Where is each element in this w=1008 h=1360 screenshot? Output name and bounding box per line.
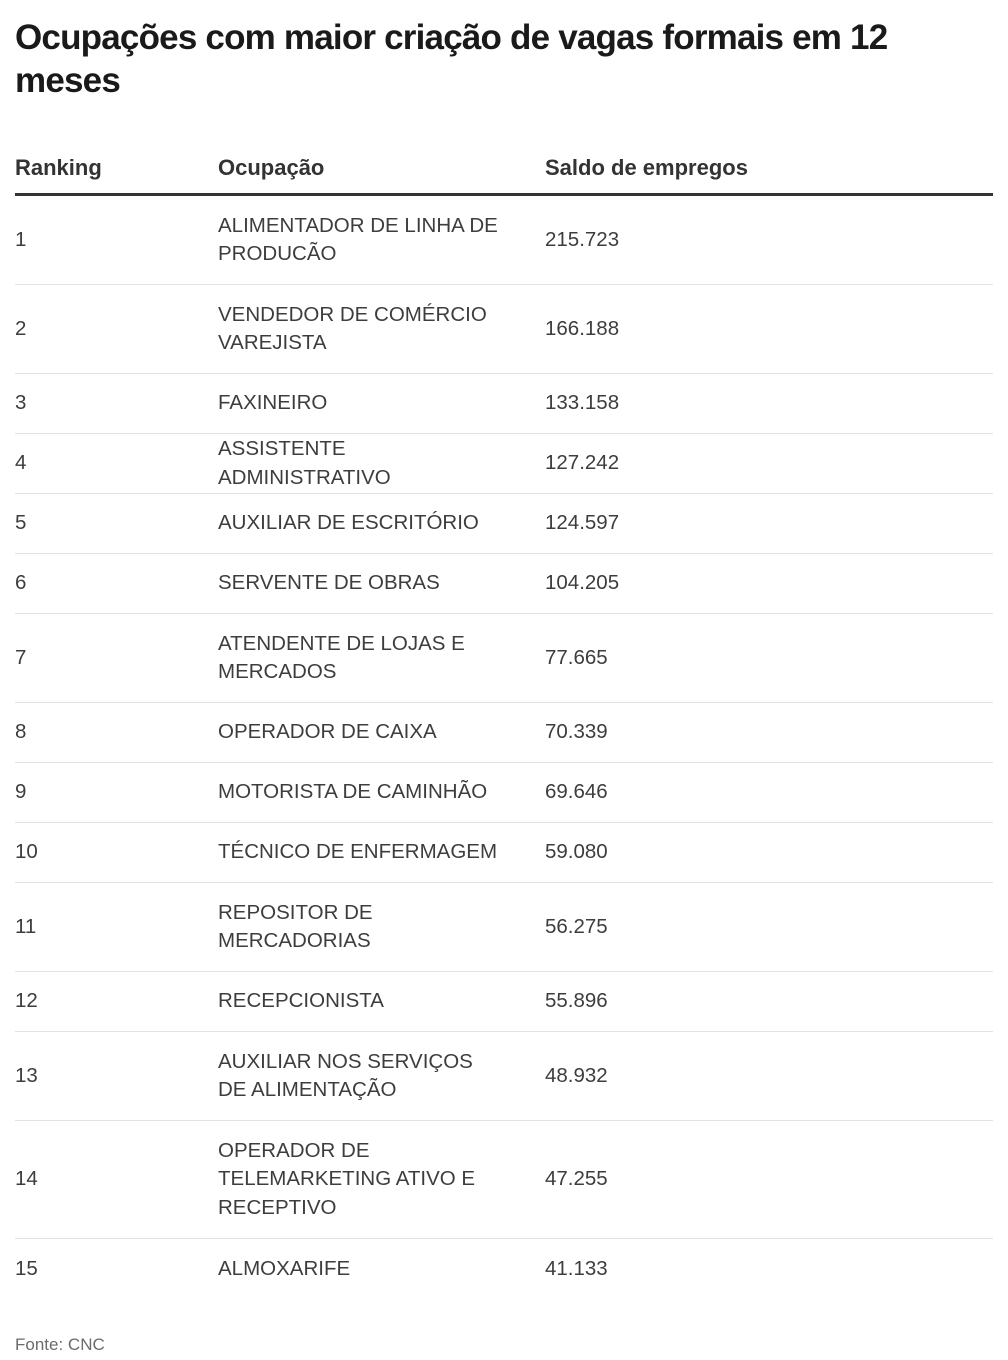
occupation-cell: VENDEDOR DE COMÉRCIO VAREJISTA	[218, 302, 487, 354]
value-cell: 55.896	[545, 989, 608, 1013]
rank-cell: 9	[15, 780, 27, 804]
rank-cell: 6	[15, 571, 27, 595]
occupation-cell: ALIMENTADOR DE LINHA DE PRODUCÃO	[218, 213, 498, 265]
value-cell: 127.242	[545, 451, 620, 475]
value-cell: 48.932	[545, 1063, 608, 1087]
value-cell: 70.339	[545, 720, 608, 744]
rank-cell: 3	[15, 391, 27, 415]
column-header-occupation: Ocupação	[218, 155, 325, 180]
source-note: Fonte: CNC	[15, 1335, 105, 1354]
rank-cell: 2	[15, 316, 27, 340]
rank-cell: 14	[15, 1167, 38, 1191]
occupation-cell: ASSISTENTE ADMINISTRATIVO	[218, 437, 391, 489]
value-cell: 166.188	[545, 316, 620, 340]
table-row	[15, 614, 993, 703]
rank-cell: 7	[15, 645, 27, 669]
table-row	[15, 494, 993, 554]
rank-cell: 13	[15, 1063, 38, 1087]
occupation-cell: TÉCNICO DE ENFERMAGEM	[218, 840, 498, 864]
occupation-cell: MOTORISTA DE CAMINHÃO	[218, 780, 488, 804]
table-row	[15, 1032, 993, 1121]
table-row	[15, 1121, 993, 1239]
value-cell: 41.133	[545, 1256, 608, 1280]
rank-cell: 15	[15, 1256, 38, 1280]
occupation-cell: OPERADOR DE CAIXA	[218, 720, 437, 744]
table-row	[15, 374, 993, 434]
table-row	[15, 823, 993, 883]
rank-cell: 5	[15, 511, 27, 535]
value-cell: 59.080	[545, 840, 608, 864]
occupation-cell: AUXILIAR DE ESCRITÓRIO	[218, 511, 479, 535]
table-row	[15, 196, 993, 285]
value-cell: 133.158	[545, 391, 620, 415]
page-title: Ocupações com maior criação de vagas formais em 12 meses	[15, 18, 888, 100]
rank-cell: 12	[15, 989, 38, 1013]
column-header-ranking: Ranking	[15, 155, 102, 180]
rank-cell: 11	[15, 914, 37, 938]
table-row	[15, 285, 993, 374]
rank-cell: 10	[15, 840, 38, 864]
occupation-cell: ALMOXARIFE	[218, 1256, 351, 1280]
rank-cell: 1	[15, 227, 27, 251]
occupation-cell: ATENDENTE DE LOJAS E MERCADOS	[218, 631, 465, 683]
table-row	[15, 1239, 993, 1299]
table-figure	[15, 0, 993, 1355]
occupation-cell: RECEPCIONISTA	[218, 989, 384, 1013]
table-row	[15, 703, 993, 763]
value-cell: 56.275	[545, 914, 608, 938]
value-cell: 77.665	[545, 645, 608, 669]
data-table	[15, 142, 993, 1299]
table-row	[15, 972, 993, 1032]
table-row	[15, 554, 993, 614]
table-row	[15, 434, 993, 494]
rank-cell: 8	[15, 720, 27, 744]
value-cell: 47.255	[545, 1167, 608, 1191]
occupation-cell: AUXILIAR NOS SERVIÇOS DE ALIMENTAÇÃO	[218, 1049, 473, 1101]
occupation-cell: SERVENTE DE OBRAS	[218, 571, 440, 595]
table-row	[15, 763, 993, 823]
occupation-cell: FAXINEIRO	[218, 391, 328, 415]
table-header	[15, 142, 993, 196]
value-cell: 69.646	[545, 780, 608, 804]
rank-cell: 4	[15, 451, 27, 475]
column-header-balance: Saldo de empregos	[545, 155, 748, 180]
occupation-cell: REPOSITOR DE MERCADORIAS	[218, 900, 373, 952]
value-cell: 124.597	[545, 511, 620, 535]
value-cell: 104.205	[545, 571, 620, 595]
occupation-cell: OPERADOR DE TELEMARKETING ATIVO E RECEPTIVO	[218, 1138, 476, 1219]
value-cell: 215.723	[545, 227, 620, 251]
table-row	[15, 883, 993, 972]
